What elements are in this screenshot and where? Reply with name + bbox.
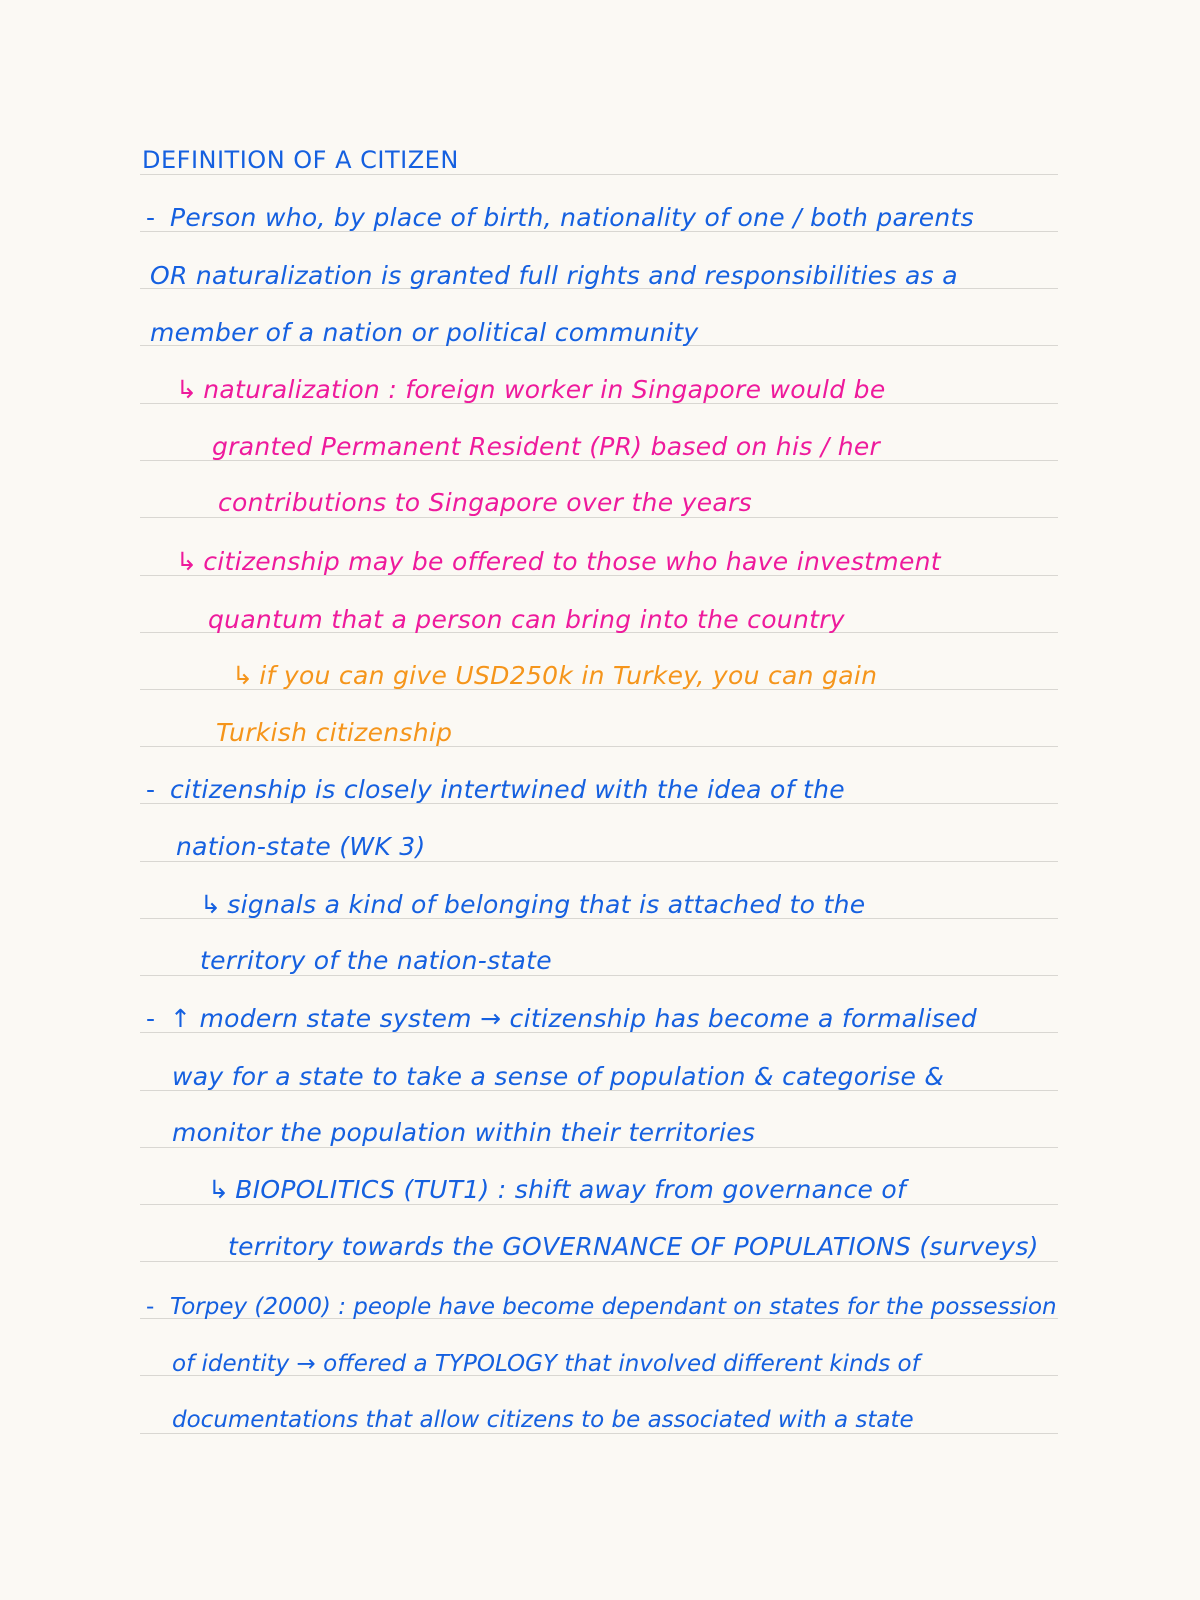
note-text: Torpey (2000) : people have become dependant on states for the possession [170,1294,1057,1320]
dash-bullet: - [146,775,156,804]
note-line [212,432,880,462]
note-text: granted Permanent Resident (PR) based on his / her [212,432,881,461]
note-text: naturalization : foreign worker in Singapore would be [203,375,886,404]
note-text: if you can give USD250k in Turkey, you can gain [259,661,878,690]
sub-arrow-icon: ↳ [232,661,254,690]
note-line [146,1292,1057,1322]
sub-arrow-icon: ↳ [200,890,222,919]
note-line [176,547,941,577]
dash-bullet: - [146,1004,156,1033]
note-line [232,661,877,691]
note-line [200,890,865,920]
note-text: citizenship may be offered to those who have investment [203,547,941,576]
note-text: BIOPOLITICS (TUT1) : shift away from governance of [235,1175,907,1204]
note-text: ↑ modern state system → citizenship has become a formalised [170,1004,978,1033]
note-line [172,1405,914,1435]
note-line [172,1062,944,1092]
sub-arrow-icon: ↳ [176,375,198,404]
note-line [146,203,974,233]
note-line [150,318,698,348]
note-text: OR naturalization is granted full rights and responsibilities as a [150,261,958,290]
sub-arrow-icon: ↳ [208,1175,230,1204]
note-line [146,775,845,805]
note-text: documentations that allow citizens to be associated with a state [172,1407,914,1433]
note-text: nation-state (WK 3) [176,832,426,861]
page-title: DEFINITION OF A CITIZEN [142,146,459,174]
dash-bullet: - [146,1294,155,1320]
note-line [172,1118,755,1148]
note-text: Person who, by place of birth, nationality of one / both parents [170,203,974,232]
note-text: citizenship is closely intertwined with the idea of the [170,775,845,804]
note-text: quantum that a person can bring into the country [208,605,845,634]
note-text: signals a kind of belonging that is attached to the [227,890,866,919]
note-line [150,261,958,291]
sub-arrow-icon: ↳ [176,547,198,576]
note-line [176,375,886,405]
note-line [218,488,752,518]
note-text: Turkish citizenship [216,718,453,747]
note-line [172,1349,920,1379]
note-line [216,718,452,748]
note-text: monitor the population within their territories [172,1118,756,1147]
note-line [208,605,845,635]
note-text: way for a state to take a sense of population & categorise & [172,1062,945,1091]
dash-bullet: - [146,203,156,232]
note-text: member of a nation or political community [150,318,699,347]
note-text: territory towards the GOVERNANCE OF POPULATIONS (surveys) [228,1232,1039,1261]
note-text: contributions to Singapore over the years [218,488,752,517]
note-line [228,1232,1039,1262]
note-text: territory of the nation-state [200,946,552,975]
note-line [146,1004,977,1034]
note-text: of identity → offered a TYPOLOGY that involved different kinds of [172,1351,920,1377]
note-line [200,946,552,976]
note-line [208,1175,906,1205]
note-line [176,832,426,862]
